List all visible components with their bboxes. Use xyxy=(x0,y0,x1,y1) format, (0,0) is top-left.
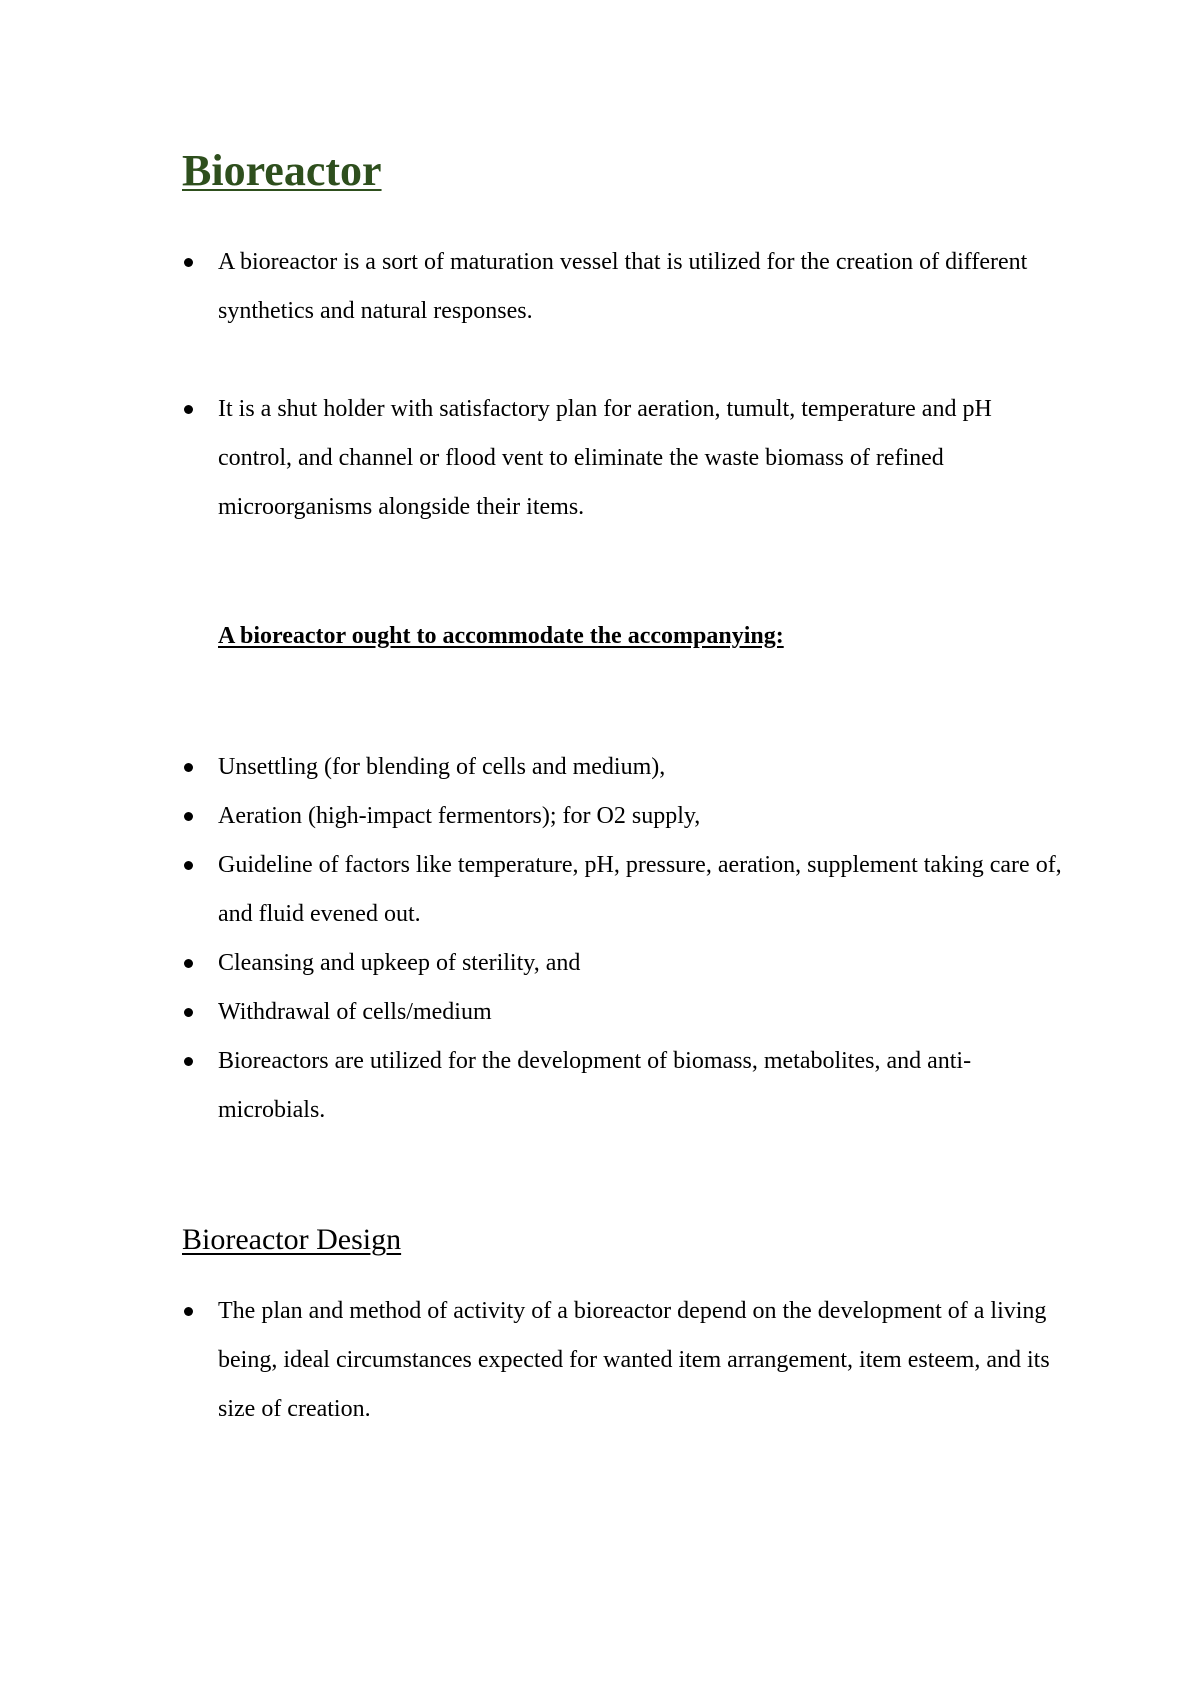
list-item-text: Guideline of factors like temperature, pH, pressure, aeration, supplement taking care of, and fluid evened out. xyxy=(218,852,1062,927)
list-item xyxy=(182,743,1062,792)
bullet-icon xyxy=(184,1307,193,1316)
bullet-icon xyxy=(184,861,193,870)
list-item xyxy=(182,238,1062,336)
list-item xyxy=(182,1037,1062,1135)
list-item-text: Aeration (high-impact fermentors); for O2 supply, xyxy=(218,803,701,829)
list-item-text: Withdrawal of cells/medium xyxy=(218,999,492,1025)
list-item xyxy=(182,385,1062,532)
list-item xyxy=(182,939,1062,988)
list-item xyxy=(182,841,1062,939)
intro-bullet-list xyxy=(182,238,1062,336)
design-bullet-list xyxy=(182,1287,1062,1434)
list-item-text: Bioreactors are utilized for the development of biomass, metabolites, and anti-microbials. xyxy=(218,1048,972,1123)
requirements-bullet-list xyxy=(182,743,1062,1135)
list-item-text: A bioreactor is a sort of maturation vessel that is utilized for the creation of different synthetics and natural responses. xyxy=(218,249,1028,324)
list-item xyxy=(182,988,1062,1037)
list-item-text: Unsettling (for blending of cells and medium), xyxy=(218,754,666,780)
list-item-text: Cleansing and upkeep of sterility, and xyxy=(218,950,581,976)
bullet-icon xyxy=(184,258,193,267)
requirements-heading: A bioreactor ought to accommodate the accompanying: xyxy=(218,623,784,649)
bullet-icon xyxy=(184,1008,193,1017)
bullet-icon xyxy=(184,405,193,414)
bullet-icon xyxy=(184,1057,193,1066)
bullet-icon xyxy=(184,763,193,772)
list-item-text: It is a shut holder with satisfactory plan for aeration, tumult, temperature and pH control, and channel or flood vent to eliminate the waste biomass of refined microorganisms alongside their items. xyxy=(218,396,992,520)
list-item xyxy=(182,792,1062,841)
design-heading: Bioreactor Design xyxy=(182,1223,402,1256)
bullet-icon xyxy=(184,812,193,821)
bullet-icon xyxy=(184,959,193,968)
description-bullet-list xyxy=(182,385,1062,532)
list-item-text: The plan and method of activity of a bioreactor depend on the development of a living being, ideal circumstances expected for wanted item arrangement, item esteem, and its size of creation. xyxy=(218,1298,1050,1422)
list-item xyxy=(182,1287,1062,1434)
page-title: Bioreactor xyxy=(182,146,382,195)
